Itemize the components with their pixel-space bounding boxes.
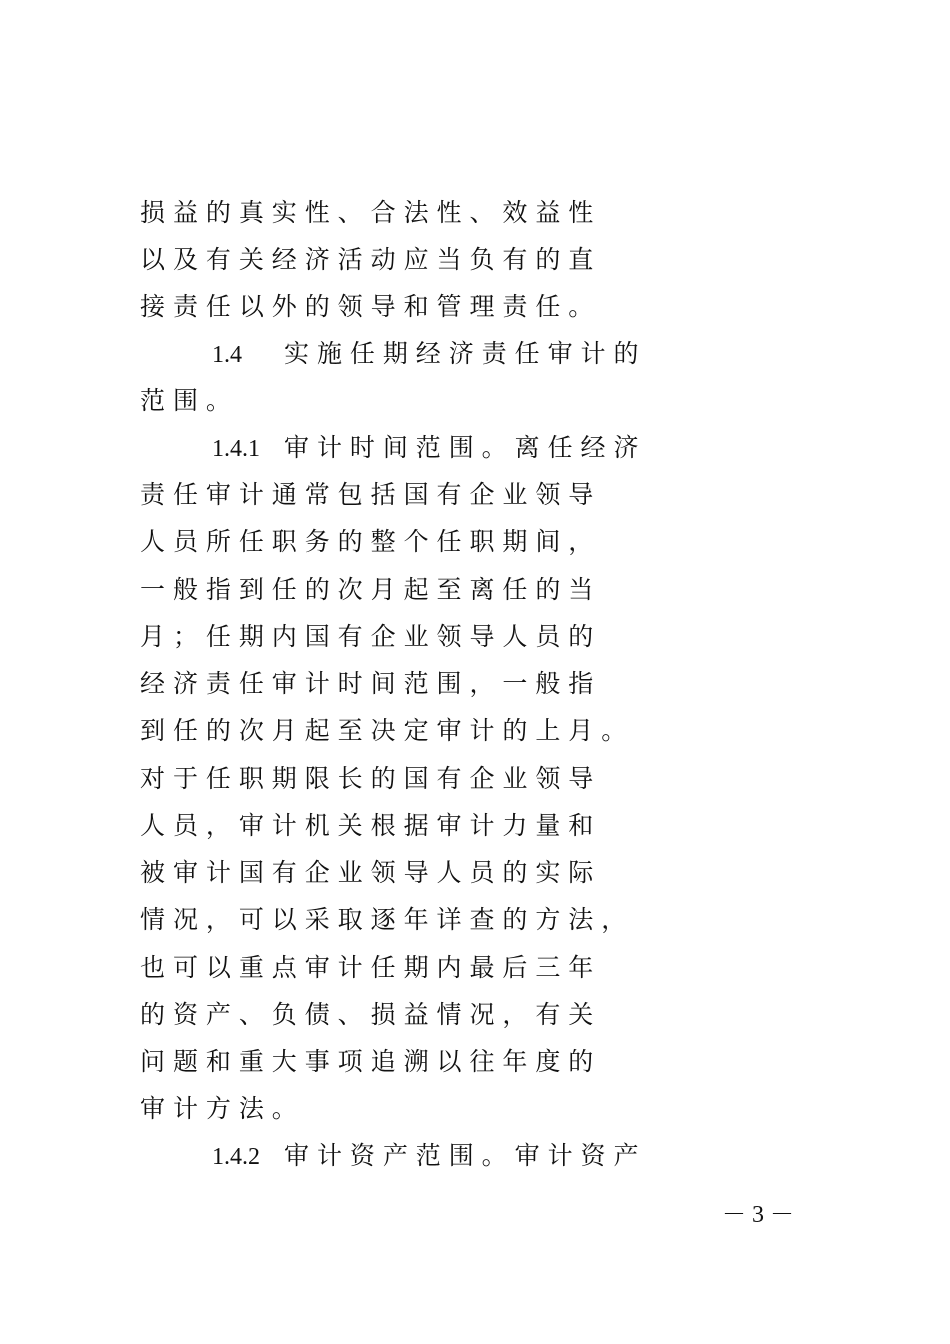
text-line: 人 员 所 任 职 务 的 整 个 任 职 期 间 ，	[140, 527, 594, 556]
text-line: 对 于 任 职 期 限 长 的 国 有 企 业 领 导	[140, 764, 594, 793]
section-number: 1.4.1	[212, 436, 260, 462]
text-line: 月 ； 任 期 内 国 有 企 业 领 导 人 员 的	[140, 622, 594, 651]
text-line: 接 责 任 以 外 的 领 导 和 管 理 责 任 。	[140, 292, 594, 321]
text-line: 以 及 有 关 经 济 活 动 应 当 负 有 的 直	[140, 245, 594, 274]
text-line: 被 审 计 国 有 企 业 领 导 人 员 的 实 际	[140, 858, 594, 887]
text-line: 一 般 指 到 任 的 次 月 起 至 离 任 的 当	[140, 575, 594, 604]
subsection-text: 审 计 时 间 范 围 。 离 任 经 济	[284, 433, 639, 462]
section-number: 1.4.2	[212, 1144, 260, 1170]
text-line: 人 员 ， 审 计 机 关 根 据 审 计 力 量 和	[140, 811, 594, 840]
text-line: 情 况 ， 可 以 采 取 逐 年 详 查 的 方 法 ，	[140, 905, 627, 934]
text-line: 经 济 责 任 审 计 时 间 范 围 ， 一 般 指	[140, 669, 594, 698]
text-line: 问 题 和 重 大 事 项 追 溯 以 往 年 度 的	[140, 1047, 594, 1076]
page-number: － 3 －	[722, 1202, 794, 1228]
section-heading	[212, 334, 638, 374]
subsection-heading	[212, 1136, 638, 1176]
subsection-text: 审 计 资 产 范 围 。 审 计 资 产	[284, 1141, 639, 1170]
text-line: 范 围 。	[140, 386, 231, 415]
subsection-heading	[212, 428, 638, 468]
text-line: 的 资 产 、 负 债 、 损 益 情 况 ， 有 关	[140, 1000, 594, 1029]
section-title: 实 施 任 期 经 济 责 任 审 计 的	[284, 339, 639, 368]
text-line: 审 计 方 法 。	[140, 1094, 297, 1123]
text-line: 损 益 的 真 实 性 、 合 法 性 、 效 益 性	[140, 198, 594, 227]
text-line: 责 任 审 计 通 常 包 括 国 有 企 业 领 导	[140, 480, 594, 509]
text-line: 也 可 以 重 点 审 计 任 期 内 最 后 三 年	[140, 953, 594, 982]
section-number: 1.4	[212, 342, 242, 368]
text-line: 到 任 的 次 月 起 至 决 定 审 计 的 上 月 。	[140, 716, 627, 745]
